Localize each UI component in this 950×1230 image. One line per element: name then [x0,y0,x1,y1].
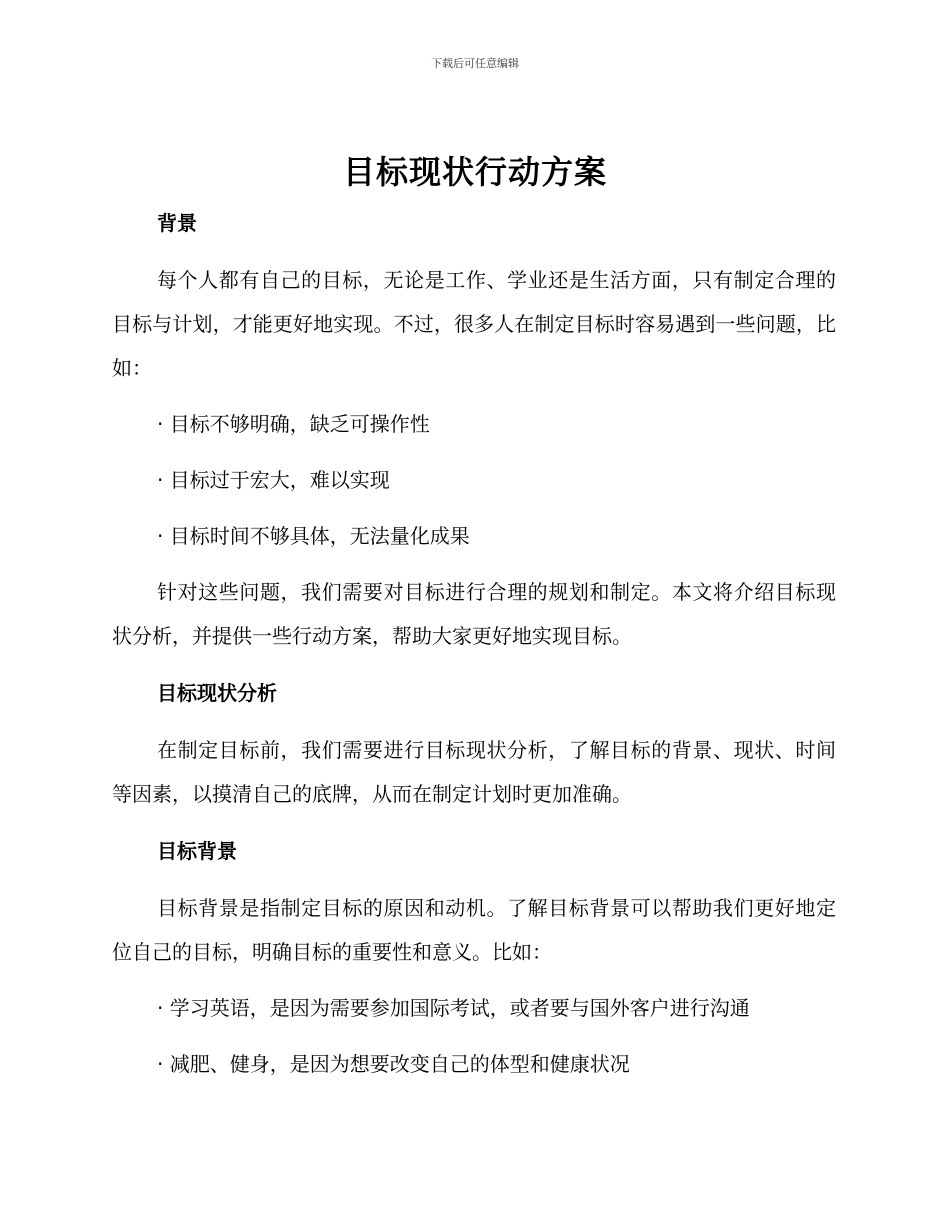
background-bullet-1: · 目标不够明确，缺乏可操作性 [157,412,430,436]
goal-background-bullet-2: · 减肥、健身，是因为想要改变自己的体型和健康状况 [157,1052,630,1076]
section-heading-background: 背景 [157,211,197,235]
section-heading-goal-background: 目标背景 [157,839,237,863]
goal-background-paragraph: 目标背景是指制定目标的原因和动机。了解目标背景可以帮助我们更好地定位自己的目标，明确目标的重要性和意义。比如： [112,896,836,964]
background-bullet-3: · 目标时间不够具体，无法量化成果 [157,524,470,548]
document-body [112,200,836,1086]
section-heading-analysis: 目标现状分析 [157,681,277,705]
analysis-paragraph: 在制定目标前，我们需要进行目标现状分析，了解目标的背景、现状、时间等因素，以摸清自己的底牌，从而在制定计划时更加准确。 [112,738,836,806]
background-intro-paragraph: 每个人都有自己的目标，无论是工作、学业还是生活方面，只有制定合理的目标与计划，才能更好地实现。不过，很多人在制定目标时容易遇到一些问题，比如： [112,268,836,380]
header-note: 下载后可任意编辑 [431,57,519,70]
background-closing-paragraph: 针对这些问题，我们需要对目标进行合理的规划和制定。本文将介绍目标现状分析，并提供一些行动方案，帮助大家更好地实现目标。 [112,580,836,648]
background-bullet-2: · 目标过于宏大，难以实现 [157,468,390,492]
document-title: 目标现状行动方案 [342,153,607,191]
goal-background-bullet-1: · 学习英语，是因为需要参加国际考试，或者要与国外客户进行沟通 [157,996,750,1020]
